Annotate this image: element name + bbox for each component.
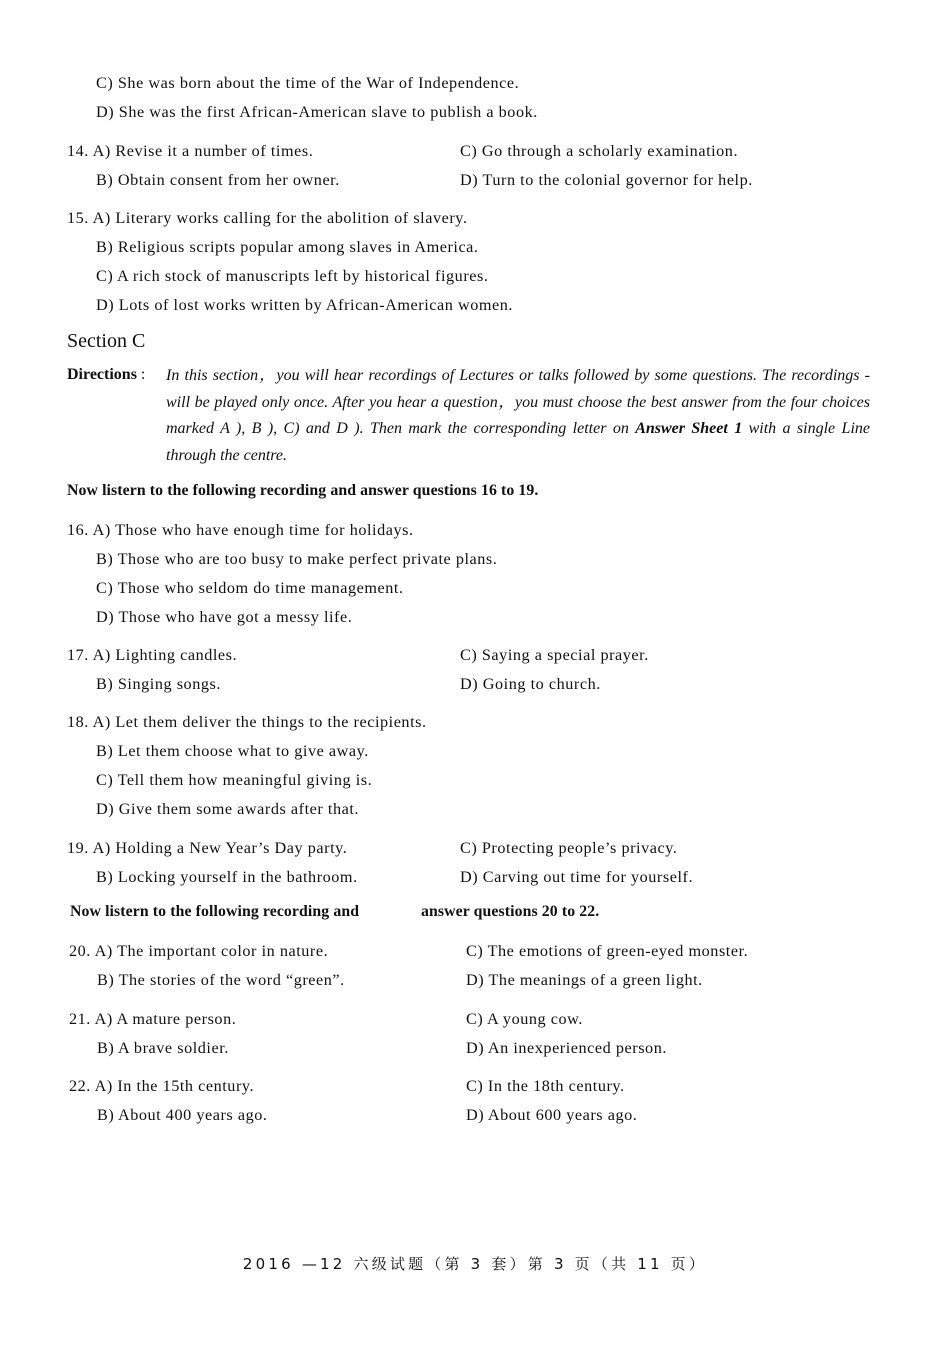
q16-option-c: C) Those who seldom do time management.	[96, 579, 404, 597]
q14-option-a: 14. A) Revise it a number of times.	[67, 142, 314, 160]
q21-option-b: B) A brave soldier.	[97, 1039, 229, 1057]
q16-option-a: 16. A) Those who have enough time for holidays.	[67, 521, 414, 539]
q19-option-a: 19. A) Holding a New Year’s Day party.	[67, 839, 348, 857]
q22-option-b: B) About 400 years ago.	[97, 1106, 268, 1124]
q17-option-d: D) Going to church.	[460, 675, 601, 693]
q15-option-b: B) Religious scripts popular among slaves in America.	[96, 238, 479, 256]
q19-option-b: B) Locking yourself in the bathroom.	[96, 868, 358, 886]
recording-instruction-20-22-part2: answer questions 20 to 22.	[421, 903, 600, 920]
q17-option-c: C) Saying a special prayer.	[460, 646, 649, 664]
q18-option-b: B) Let them choose what to give away.	[96, 742, 369, 760]
q15-option-a: 15. A) Literary works calling for the abolition of slavery.	[67, 209, 468, 227]
q19-option-d: D) Carving out time for yourself.	[460, 868, 694, 886]
q14-option-c: C) Go through a scholarly examination.	[460, 142, 739, 160]
q22-option-a: 22. A) In the 15th century.	[69, 1077, 255, 1095]
q17-option-b: B) Singing songs.	[96, 675, 221, 693]
directions-label: Directions :	[67, 366, 146, 383]
recording-instruction-16-19: Now listern to the following recording and answer questions 16 to 19.	[67, 482, 539, 499]
q21-option-d: D) An inexperienced person.	[466, 1039, 667, 1057]
q18-option-c: C) Tell them how meaningful giving is.	[96, 771, 373, 789]
q21-option-a: 21. A) A mature person.	[69, 1010, 237, 1028]
q19-option-c: C) Protecting people’s privacy.	[460, 839, 678, 857]
q13-option-c: C) She was born about the time of the War of Independence.	[96, 74, 520, 92]
q22-option-c: C) In the 18th century.	[466, 1077, 625, 1095]
q18-option-d: D) Give them some awards after that.	[96, 800, 359, 818]
q20-option-c: C) The emotions of green-eyed monster.	[466, 942, 749, 960]
q16-option-d: D) Those who have got a messy life.	[96, 608, 353, 626]
recording-instruction-20-22-part1: Now listern to the following recording and	[70, 903, 360, 920]
q17-option-a: 17. A) Lighting candles.	[67, 646, 238, 664]
answer-sheet-label: Answer Sheet 1	[635, 420, 743, 437]
q18-option-a: 18. A) Let them deliver the things to the recipients.	[67, 713, 427, 731]
q14-option-b: B) Obtain consent from her owner.	[96, 171, 340, 189]
q16-option-b: B) Those who are too busy to make perfect private plans.	[96, 550, 498, 568]
q20-option-b: B) The stories of the word “green”.	[97, 971, 345, 989]
page-footer: 2016 —12 六级试题（第 3 套）第 3 页（共 11 页）	[242, 1255, 708, 1273]
directions-text: In this section，you will hear recordings of Lectures or talks followed by some questions. The recordings -will be played only once. After you hear a question，you must choose the best answer from the four choices marked A ), B ), C) and D ). Then mark the corresponding letter on Answer Sheet 1 with a single Line through the centre.	[166, 367, 870, 464]
q15-option-d: D) Lots of lost works written by African-American women.	[96, 296, 513, 314]
q22-option-d: D) About 600 years ago.	[466, 1106, 638, 1124]
q13-option-d: D) She was the first African-American slave to publish a book.	[96, 103, 538, 121]
q20-option-d: D) The meanings of a green light.	[466, 971, 703, 989]
q14-option-d: D) Turn to the colonial governor for help.	[460, 171, 753, 189]
q21-option-c: C) A young cow.	[466, 1010, 583, 1028]
q20-option-a: 20. A) The important color in nature.	[69, 942, 329, 960]
q15-option-c: C) A rich stock of manuscripts left by historical figures.	[96, 267, 489, 285]
section-c-title: Section C	[67, 330, 146, 352]
